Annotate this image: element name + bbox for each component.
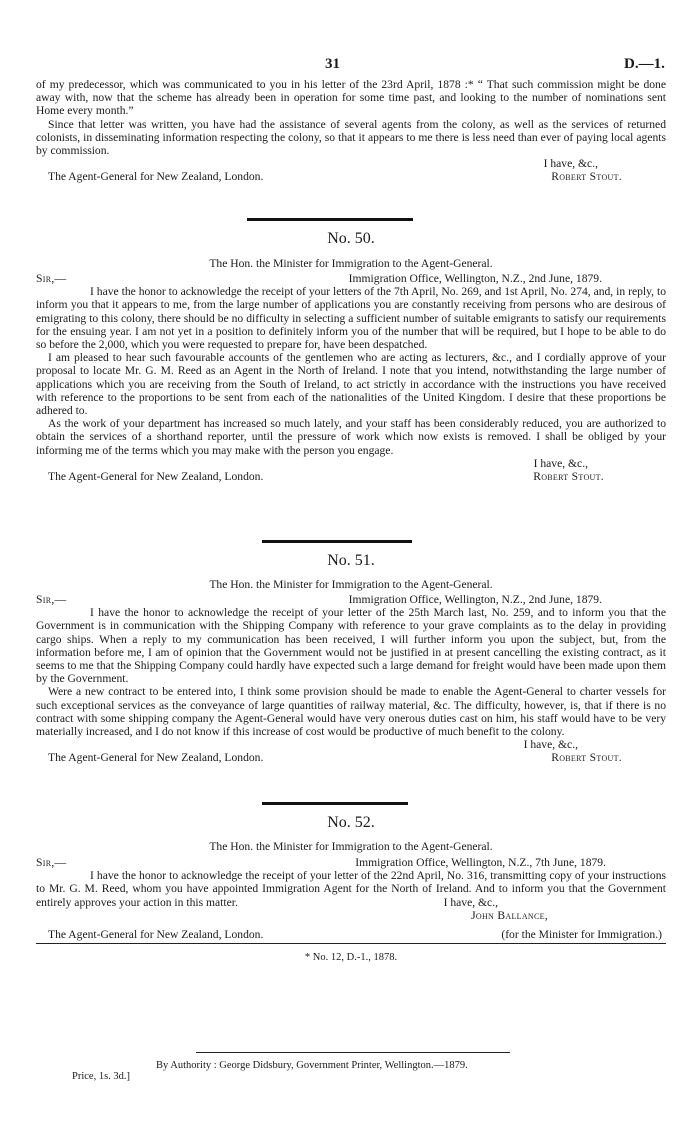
salutation: Sir,— — [36, 272, 67, 285]
signature: Robert Stout. — [533, 470, 604, 484]
page-number: 31 — [325, 56, 340, 72]
signature: Robert Stout. — [551, 170, 622, 184]
letter-number: No. 51. — [327, 552, 375, 569]
signature-note: (for the Minister for Immigration.) — [501, 928, 662, 942]
letter-51 — [36, 593, 666, 765]
dateline: Immigration Office, Wellington, N.Z., 7th June, 1879. — [355, 856, 606, 869]
addressee: The Agent-General for New Zealand, London. — [48, 470, 264, 484]
price: Price, 1s. 3d.] — [72, 1071, 131, 1082]
letter-number: No. 50. — [327, 230, 375, 247]
closing: I have, &c., — [443, 895, 498, 909]
section-divider — [262, 802, 408, 805]
closing: I have, &c., — [523, 738, 578, 752]
letter-paragraph: I have the honor to acknowledge the receipt of your letter of the 22nd April, No. 316, transmitting copy of your instructions to Mr. G. M. Reed, whom you have appointed Immigration Agent for the North of Ireland. And to inform you that the Government entirely approves your action in this matter. — [36, 869, 666, 909]
dateline: Immigration Office, Wellington, N.Z., 2nd June, 1879. — [348, 593, 602, 606]
signature: John Ballance, — [471, 909, 548, 923]
letter-paragraph: I have the honor to acknowledge the receipt of your letters of the 7th April, No. 269, and 1st April, No. 274, and, in reply, to inform you that it appears to me, from the large number of applications you are constantly receiving from persons who are desirous of emigrating to this colony, there should be no difficulty in selecting a sufficient number of suitable emigrants to satisfy our requirements for the ensuing year. I am not yet in a position to definitely inform you of the number that will be required, but I hope to be able to do so before the 2,000, which you were requested to prepare for, have been despatched. — [36, 285, 666, 352]
section-divider — [247, 218, 413, 221]
document-reference: D.—1. — [624, 56, 665, 72]
intro-paragraph: Since that letter was written, you have had the assistance of several agents from the colony, as well as the services of returned colonists, in disseminating information respecting the colony, so that it appears to me there is less need than ever of paying local agents by commission. — [36, 117, 666, 158]
letter-52 — [36, 856, 666, 941]
imprint: By Authority : George Didsbury, Government Printer, Wellington.—1879. — [156, 1060, 468, 1071]
letter-title: The Hon. the Minister for Immigration to the Agent-General. — [209, 840, 493, 853]
letter-paragraph: I am pleased to hear such favourable accounts of the gentlemen who are acting as lecturers, &c., and I cordially approve of your proposal to locate Mr. G. M. Reed as an Agent in the North of Ireland. I note that you intend, notwithstanding the large number of applications which you are receiving from the South of Ireland, to act strictly in accordance with the instructions you have received with reference to the proportions to be sent from each of the nationalities of the United Kingdom. I desire that these proportions be adhered to. — [36, 351, 666, 418]
letter-title: The Hon. the Minister for Immigration to the Agent-General. — [209, 257, 493, 270]
addressee: The Agent-General for New Zealand, London. — [48, 928, 264, 942]
section-divider — [262, 540, 412, 543]
addressee: The Agent-General for New Zealand, London. — [48, 751, 264, 765]
footnote: * No. 12, D.-1., 1878. — [304, 952, 398, 963]
intro-paragraph: of my predecessor, which was communicated to you in his letter of the 23rd April, 1878 :* “ That such commission might be done away with, now that the scheme has already been in operation for some time past, and looking to the number of nominations sent Home every month.” — [36, 78, 666, 118]
closing: I have, &c., — [543, 157, 598, 171]
letter-paragraph: As the work of your department has increased so much lately, and your staff has been considerably reduced, you are authorized to obtain the services of a shorthand reporter, until the pressure of work which now exists is removed. I shall be obliged by your informing me of the terms which you may make with the person you engage. — [36, 417, 666, 457]
salutation: Sir,— — [36, 856, 67, 869]
signature: Robert Stout. — [551, 751, 622, 765]
letter-paragraph: Were a new contract to be entered into, I think some provision should be made to enable the Agent-General to charter vessels for such exceptional services as the conveyance of large quantities of railway material, &c. The difficulty, however, is, that if there is no contract with some shipping company the Agent-General would have very onerous duties cast on him, his staff would have to be very materially increased, and I do not know if this increase of cost would be productive of much benefit to the colony. — [36, 685, 666, 739]
imprint-rule — [196, 1052, 510, 1053]
footnote-rule — [36, 943, 666, 944]
intro-section — [36, 78, 666, 184]
addressee: The Agent-General for New Zealand, London. — [48, 170, 264, 184]
salutation: Sir,— — [36, 593, 67, 606]
closing: I have, &c., — [533, 456, 588, 470]
letter-number: No. 52. — [327, 814, 375, 831]
dateline: Immigration Office, Wellington, N.Z., 2nd June, 1879. — [348, 272, 602, 285]
letter-title: The Hon. the Minister for Immigration to the Agent-General. — [209, 578, 493, 591]
letter-50 — [36, 272, 666, 483]
letter-paragraph: I have the honor to acknowledge the receipt of your letter of the 25th March last, No. 259, and to inform you that the Government is in communication with the Shipping Company with reference to your grave complaints as to the delay in providing cargo ships. When a reply to my communication has been received, I will further inform you upon the subject, but, from the information before me, I am of opinion that the Government would not be justified in at present cancelling the existing contract, as it seems to me that the Shipping Company could hardly have expected such a large demand for freight would have been made upon them by the Government. — [36, 606, 666, 686]
